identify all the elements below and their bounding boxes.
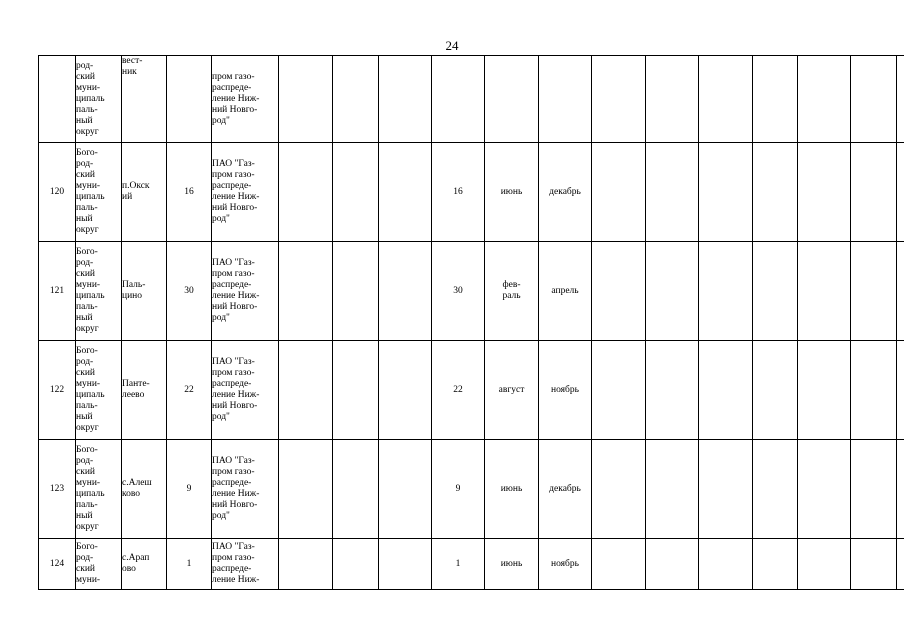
empty-cell (333, 440, 379, 539)
owner-cell: ПАО "Газ- пром газо- распреде- ление Ниж- (212, 539, 279, 590)
empty-cell (279, 242, 333, 341)
row-number: 121 (39, 242, 76, 341)
count-cell: 30 (167, 242, 212, 341)
empty-cell (646, 341, 699, 440)
planned-cell: 30 (432, 242, 485, 341)
count-cell (167, 56, 212, 143)
planned-cell: 22 (432, 341, 485, 440)
empty-cell (851, 242, 897, 341)
district-cell: Бого- род- ский муни- (76, 539, 122, 590)
settlement-cell: п.Окск ий (122, 143, 167, 242)
table-row (39, 440, 904, 539)
empty-cell (279, 440, 333, 539)
month-end-cell: апрель (539, 242, 592, 341)
empty-cell (333, 242, 379, 341)
month-end-cell: декабрь (539, 440, 592, 539)
owner-cell: ПАО "Газ- пром газо- распреде- ление Ниж- ний Новго- род" (212, 341, 279, 440)
empty-cell (379, 440, 432, 539)
settlement-cell: Панте- леево (122, 341, 167, 440)
district-cell: род- ский муни- ципаль паль- ный округ (76, 56, 122, 143)
empty-cell (798, 56, 851, 143)
row-number: 123 (39, 440, 76, 539)
empty-cell (646, 539, 699, 590)
empty-cell (851, 440, 897, 539)
empty-cell (897, 539, 904, 590)
empty-cell (897, 56, 904, 143)
empty-cell (646, 143, 699, 242)
empty-cell (798, 242, 851, 341)
empty-cell (897, 143, 904, 242)
empty-cell (897, 242, 904, 341)
settlement-cell: Паль- цино (122, 242, 167, 341)
count-cell: 9 (167, 440, 212, 539)
row-number: 120 (39, 143, 76, 242)
empty-cell (279, 143, 333, 242)
district-cell: Бого- род- ский муни- ципаль паль- ный округ (76, 143, 122, 242)
month-end-cell: декабрь (539, 143, 592, 242)
empty-cell (897, 440, 904, 539)
month-end-cell: ноябрь (539, 539, 592, 590)
month-start-cell: июнь (485, 539, 539, 590)
empty-cell (646, 56, 699, 143)
empty-cell (798, 143, 851, 242)
owner-cell: ПАО "Газ- пром газо- распреде- ление Ниж- ний Новго- род" (212, 143, 279, 242)
district-cell: Бого- род- ский муни- ципаль паль- ный округ (76, 341, 122, 440)
empty-cell (379, 341, 432, 440)
empty-cell (699, 341, 753, 440)
empty-cell (646, 440, 699, 539)
empty-cell (279, 539, 333, 590)
settlement-cell: с.Арап ово (122, 539, 167, 590)
table-row (39, 341, 904, 440)
empty-cell (592, 341, 646, 440)
planned-cell: 1 (432, 539, 485, 590)
month-end-cell: ноябрь (539, 341, 592, 440)
count-cell: 1 (167, 539, 212, 590)
empty-cell (798, 539, 851, 590)
table-row (39, 539, 904, 590)
empty-cell (851, 341, 897, 440)
empty-cell (699, 56, 753, 143)
empty-cell (753, 539, 798, 590)
owner-cell: ПАО "Газ- пром газо- распреде- ление Ниж- ний Новго- род" (212, 440, 279, 539)
schedule-table (38, 55, 904, 590)
empty-cell (333, 341, 379, 440)
empty-cell (592, 242, 646, 341)
planned-cell: 9 (432, 440, 485, 539)
planned-cell (432, 56, 485, 143)
empty-cell (592, 143, 646, 242)
planned-cell: 16 (432, 143, 485, 242)
page-number: 24 (445, 38, 459, 53)
empty-cell (592, 539, 646, 590)
empty-cell (798, 440, 851, 539)
row-number: 122 (39, 341, 76, 440)
empty-cell (379, 143, 432, 242)
empty-cell (753, 440, 798, 539)
row-number (39, 56, 76, 143)
empty-cell (851, 56, 897, 143)
empty-cell (379, 242, 432, 341)
table-row (39, 56, 904, 143)
empty-cell (753, 56, 798, 143)
empty-cell (592, 56, 646, 143)
settlement-cell: с.Алеш ково (122, 440, 167, 539)
empty-cell (753, 242, 798, 341)
month-end-cell (539, 56, 592, 143)
empty-cell (897, 341, 904, 440)
empty-cell (646, 242, 699, 341)
empty-cell (379, 539, 432, 590)
settlement-cell: вест- ник (122, 56, 167, 143)
month-start-cell: июнь (485, 143, 539, 242)
empty-cell (699, 539, 753, 590)
count-cell: 16 (167, 143, 212, 242)
month-start-cell: август (485, 341, 539, 440)
owner-cell: пром газо- распреде- ление Ниж- ний Новго- род" (212, 56, 279, 143)
month-start-cell (485, 56, 539, 143)
empty-cell (333, 56, 379, 143)
empty-cell (279, 56, 333, 143)
district-cell: Бого- род- ский муни- ципаль паль- ный округ (76, 242, 122, 341)
empty-cell (851, 143, 897, 242)
empty-cell (753, 143, 798, 242)
empty-cell (279, 341, 333, 440)
empty-cell (798, 341, 851, 440)
empty-cell (333, 539, 379, 590)
empty-cell (333, 143, 379, 242)
empty-cell (379, 56, 432, 143)
count-cell: 22 (167, 341, 212, 440)
owner-cell: ПАО "Газ- пром газо- распреде- ление Ниж- ний Новго- род" (212, 242, 279, 341)
month-start-cell: июнь (485, 440, 539, 539)
empty-cell (699, 143, 753, 242)
month-start-cell: фев- раль (485, 242, 539, 341)
district-cell: Бого- род- ский муни- ципаль паль- ный округ (76, 440, 122, 539)
empty-cell (592, 440, 646, 539)
empty-cell (753, 341, 798, 440)
empty-cell (851, 539, 897, 590)
empty-cell (699, 242, 753, 341)
table-row (39, 242, 904, 341)
empty-cell (699, 440, 753, 539)
row-number: 124 (39, 539, 76, 590)
table-row (39, 143, 904, 242)
